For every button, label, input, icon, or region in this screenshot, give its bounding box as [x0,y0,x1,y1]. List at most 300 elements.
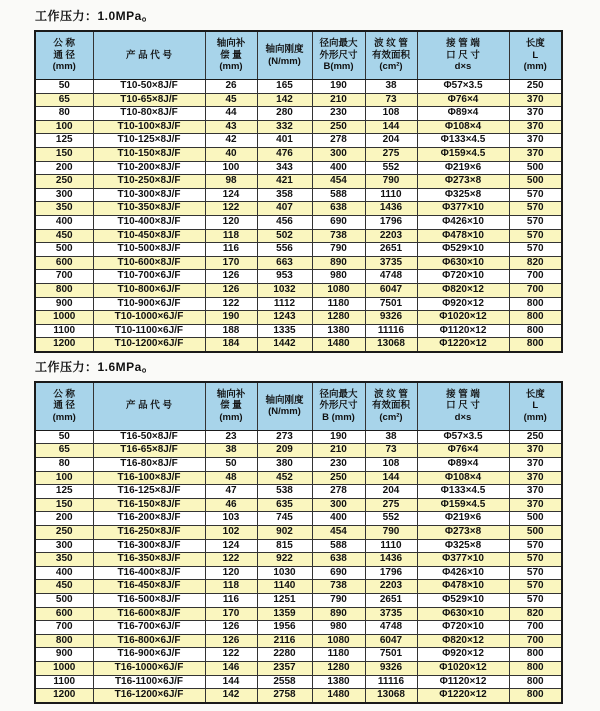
table-cell: 1442 [257,338,312,352]
table-cell: 800 [509,675,562,689]
table-cell: 102 [205,526,257,540]
table-row [35,134,562,148]
table-cell: 600 [35,256,93,270]
table-cell: 26 [205,80,257,94]
table-cell: T10-450×8J/F [93,229,205,243]
table-cell: 13068 [365,689,417,703]
table-cell: Φ720×10 [417,621,509,635]
table-cell: Φ1120×12 [417,675,509,689]
table-cell: 800 [35,283,93,297]
table-row [35,661,562,675]
table-cell: 890 [312,256,365,270]
table-cell: T10-400×8J/F [93,215,205,229]
table-cell: 230 [312,458,365,472]
table-cell: 230 [312,107,365,121]
table-row [35,553,562,567]
table-cell: 890 [312,607,365,621]
table-cell: T10-300×8J/F [93,188,205,202]
column-header: 轴向补 偿 量 (mm) [205,382,257,431]
table-cell: 500 [509,526,562,540]
table-cell: 125 [35,134,93,148]
table-cell: 6047 [365,634,417,648]
table-cell: 2758 [257,689,312,703]
table-cell: 2203 [365,229,417,243]
table-cell: 300 [35,188,93,202]
table-cell: 9326 [365,311,417,325]
table-cell: 400 [35,215,93,229]
table-cell: 280 [257,107,312,121]
table-cell: T16-600×8J/F [93,607,205,621]
table-cell: 122 [205,297,257,311]
header-row [35,31,562,80]
table-cell: 73 [365,93,417,107]
table-cell: 200 [35,161,93,175]
table-cell: Φ76×4 [417,93,509,107]
table-cell: 552 [365,512,417,526]
table-row [35,324,562,338]
table-cell: 120 [205,566,257,580]
table-cell: T10-1200×6J/F [93,338,205,352]
table-cell: 953 [257,270,312,284]
table-cell: 11116 [365,675,417,689]
table-cell: 350 [35,553,93,567]
page [34,7,600,704]
table-cell: 800 [509,311,562,325]
table-cell: 1030 [257,566,312,580]
table-cell: Φ1220×12 [417,338,509,352]
table-cell: Φ325×8 [417,188,509,202]
table-cell: 300 [35,539,93,553]
column-header: 长度 L (mm) [509,382,562,431]
table-cell: T10-800×6J/F [93,283,205,297]
table-cell: 500 [35,594,93,608]
table-cell: 690 [312,566,365,580]
table-cell: 2280 [257,648,312,662]
table-cell: 454 [312,175,365,189]
table-cell: 638 [312,553,365,567]
table-cell: 108 [365,458,417,472]
table-cell: 100 [35,471,93,485]
column-header: 波 纹 管 有效面积 (cm²) [365,382,417,431]
table-cell: Φ1220×12 [417,689,509,703]
table-cell: 1200 [35,689,93,703]
table-cell: 700 [509,634,562,648]
table-cell: 1000 [35,661,93,675]
spec-table-1.6mpa [34,381,563,704]
table-cell: 570 [509,215,562,229]
table-cell: Φ478×10 [417,580,509,594]
table-row [35,689,562,703]
table-cell: 1000 [35,311,93,325]
table-cell: 638 [312,202,365,216]
table-cell: 44 [205,107,257,121]
table-cell: Φ1120×12 [417,324,509,338]
table-cell: 454 [312,526,365,540]
table-cell: 570 [509,539,562,553]
table-cell: 126 [205,270,257,284]
table-row [35,512,562,526]
table-cell: 370 [509,498,562,512]
table-cell: 800 [509,648,562,662]
table-cell: 150 [35,498,93,512]
table-cell: 1100 [35,324,93,338]
table-cell: T16-1100×6J/F [93,675,205,689]
table-cell: 118 [205,580,257,594]
table-cell: 635 [257,498,312,512]
table-cell: 38 [365,430,417,444]
table-cell: 600 [35,607,93,621]
table-cell: T10-150×8J/F [93,147,205,161]
table-cell: 2651 [365,243,417,257]
table-cell: 122 [205,553,257,567]
table-cell: T16-150×8J/F [93,498,205,512]
table-cell: T10-250×8J/F [93,175,205,189]
table-cell: 210 [312,444,365,458]
table-cell: 800 [35,634,93,648]
table-cell: Φ57×3.5 [417,430,509,444]
table-cell: 450 [35,580,93,594]
table-cell: Φ133×4.5 [417,134,509,148]
table-cell: 663 [257,256,312,270]
table-cell: 400 [312,161,365,175]
table-cell: 700 [35,621,93,635]
table-cell: 204 [365,134,417,148]
table-row [35,147,562,161]
column-header: 径向最大 外形尺寸 B (mm) [312,382,365,431]
table-cell: Φ219×6 [417,512,509,526]
table-cell: 700 [35,270,93,284]
column-header: 公 称 通 径 (mm) [35,31,93,80]
table-cell: 122 [205,648,257,662]
table-cell: T10-500×8J/F [93,243,205,257]
column-header: 径向最大 外形尺寸 B(mm) [312,31,365,80]
table-cell: 278 [312,134,365,148]
table-cell: 7501 [365,297,417,311]
table-cell: 538 [257,485,312,499]
table-cell: 570 [509,594,562,608]
table-cell: T16-500×8J/F [93,594,205,608]
table-cell: Φ159×4.5 [417,147,509,161]
table-cell: 1280 [312,311,365,325]
table-cell: T16-300×8J/F [93,539,205,553]
table-row [35,256,562,270]
column-header: 产 品 代 号 [93,382,205,431]
table-cell: 570 [509,202,562,216]
table-cell: 570 [509,580,562,594]
table-cell: 126 [205,621,257,635]
table-cell: T10-200×8J/F [93,161,205,175]
spec-section-1.6mpa [34,358,600,704]
table-cell: 170 [205,256,257,270]
table-cell: 452 [257,471,312,485]
table-cell: 146 [205,661,257,675]
table-cell: 790 [365,175,417,189]
table-cell: T16-900×6J/F [93,648,205,662]
table-cell: 556 [257,243,312,257]
table-cell: 370 [509,134,562,148]
table-cell: 1243 [257,311,312,325]
table-cell: 108 [365,107,417,121]
table-cell: 190 [312,430,365,444]
table-cell: T10-350×8J/F [93,202,205,216]
table-cell: Φ630×10 [417,256,509,270]
table-cell: 1032 [257,283,312,297]
table-cell: T10-1000×6J/F [93,311,205,325]
table-cell: 690 [312,215,365,229]
table-cell: Φ159×4.5 [417,498,509,512]
table-cell: 7501 [365,648,417,662]
table-cell: 43 [205,120,257,134]
table-cell: 46 [205,498,257,512]
table-cell: 800 [509,661,562,675]
table-cell: 502 [257,229,312,243]
header-row [35,382,562,431]
table-row [35,458,562,472]
table-cell: 1200 [35,338,93,352]
table-cell: 144 [365,471,417,485]
table-row [35,471,562,485]
table-cell: 800 [509,324,562,338]
table-cell: 570 [509,188,562,202]
table-cell: 1080 [312,283,365,297]
table-cell: 250 [312,120,365,134]
table-cell: Φ89×4 [417,458,509,472]
table-cell: 370 [509,147,562,161]
table-cell: 2357 [257,661,312,675]
table-cell: 126 [205,283,257,297]
table-cell: Φ920×12 [417,297,509,311]
table-row [35,566,562,580]
table-row [35,498,562,512]
table-cell: 38 [205,444,257,458]
table-cell: 1359 [257,607,312,621]
table-cell: T10-125×8J/F [93,134,205,148]
table-cell: Φ630×10 [417,607,509,621]
table-cell: 1480 [312,338,365,352]
table-row [35,243,562,257]
table-cell: Φ76×4 [417,444,509,458]
table-row [35,202,562,216]
table-cell: 275 [365,147,417,161]
table-cell: 500 [35,243,93,257]
table-cell: 13068 [365,338,417,352]
table-cell: Φ89×4 [417,107,509,121]
table-cell: Φ57×3.5 [417,80,509,94]
table-cell: 370 [509,107,562,121]
table-cell: 170 [205,607,257,621]
table-cell: 100 [35,120,93,134]
table-cell: 40 [205,147,257,161]
table-row [35,675,562,689]
spec-section-1.0mpa [34,7,600,353]
table-cell: 122 [205,202,257,216]
table-cell: 50 [35,80,93,94]
table-row [35,338,562,352]
table-cell: Φ820×12 [417,283,509,297]
table-cell: 278 [312,485,365,499]
table-row [35,594,562,608]
table-cell: Φ325×8 [417,539,509,553]
table-cell: 250 [509,430,562,444]
table-cell: 1280 [312,661,365,675]
table-cell: 358 [257,188,312,202]
table-row [35,93,562,107]
table-cell: 4748 [365,621,417,635]
table-cell: 1080 [312,634,365,648]
table-row [35,539,562,553]
table-row [35,444,562,458]
table-cell: 820 [509,607,562,621]
table-cell: 98 [205,175,257,189]
table-cell: 552 [365,161,417,175]
table-cell: T16-200×8J/F [93,512,205,526]
table-row [35,580,562,594]
table-cell: T10-900×6J/F [93,297,205,311]
table-cell: 125 [35,485,93,499]
table-cell: 3735 [365,607,417,621]
table-cell: 124 [205,188,257,202]
column-header: 长度 L (mm) [509,31,562,80]
table-cell: 700 [509,621,562,635]
column-header: 轴向刚度 (N/mm) [257,31,312,80]
table-cell: Φ720×10 [417,270,509,284]
table-cell: 1112 [257,297,312,311]
table-cell: 120 [205,215,257,229]
table-cell: 2558 [257,675,312,689]
table-cell: 38 [365,80,417,94]
table-row [35,430,562,444]
column-header: 轴向刚度 (N/mm) [257,382,312,431]
table-cell: 1796 [365,215,417,229]
table-cell: 400 [35,566,93,580]
table-cell: 370 [509,120,562,134]
table-cell: T16-125×8J/F [93,485,205,499]
table-cell: 400 [312,512,365,526]
table-cell: 150 [35,147,93,161]
table-cell: T16-100×8J/F [93,471,205,485]
table-cell: 300 [312,147,365,161]
column-header: 接 管 端 口 尺 寸 d×s [417,31,509,80]
table-cell: 570 [509,229,562,243]
table-cell: 700 [509,270,562,284]
table-cell: 6047 [365,283,417,297]
table-cell: 790 [312,243,365,257]
table-cell: T16-80×8J/F [93,458,205,472]
table-cell: T10-1100×6J/F [93,324,205,338]
table-cell: Φ1020×12 [417,661,509,675]
table-row [35,297,562,311]
table-cell: 144 [205,675,257,689]
table-cell: T16-800×6J/F [93,634,205,648]
table-cell: 1480 [312,689,365,703]
table-cell: 421 [257,175,312,189]
table-cell: 980 [312,270,365,284]
table-row [35,175,562,189]
table-cell: 900 [35,648,93,662]
table-cell: 126 [205,634,257,648]
table-cell: Φ377×10 [417,202,509,216]
table-cell: 2203 [365,580,417,594]
table-cell: 200 [35,512,93,526]
table-cell: 48 [205,471,257,485]
table-cell: 116 [205,594,257,608]
table-cell: Φ377×10 [417,553,509,567]
table-cell: T16-65×8J/F [93,444,205,458]
table-cell: Φ426×10 [417,566,509,580]
table-cell: T16-700×6J/F [93,621,205,635]
table-cell: 190 [205,311,257,325]
table-cell: 570 [509,243,562,257]
table-cell: 370 [509,485,562,499]
table-cell: 900 [35,297,93,311]
table-cell: 1380 [312,324,365,338]
table-cell: 790 [312,594,365,608]
table-cell: 250 [35,526,93,540]
table-cell: 210 [312,93,365,107]
table-cell: T10-600×8J/F [93,256,205,270]
table-cell: Φ920×12 [417,648,509,662]
table-cell: Φ273×8 [417,526,509,540]
table-cell: 1180 [312,297,365,311]
table-cell: 700 [509,283,562,297]
column-header: 轴向补 偿 量 (mm) [205,31,257,80]
table-cell: 350 [35,202,93,216]
table-cell: 370 [509,444,562,458]
table-cell: Φ529×10 [417,243,509,257]
table-row [35,229,562,243]
table-row [35,607,562,621]
column-header: 产 品 代 号 [93,31,205,80]
table-cell: 124 [205,539,257,553]
table-cell: T10-80×8J/F [93,107,205,121]
table-cell: 1251 [257,594,312,608]
table-cell: 450 [35,229,93,243]
table-row [35,80,562,94]
table-cell: 401 [257,134,312,148]
table-row [35,526,562,540]
table-cell: 902 [257,526,312,540]
table-cell: 738 [312,580,365,594]
working-pressure-title-1.6mpa: 工作压力：1.6MPa。 [35,359,155,374]
table-cell: 142 [205,689,257,703]
table-cell: 1110 [365,539,417,553]
table-cell: 370 [509,93,562,107]
table-cell: 820 [509,256,562,270]
table-cell: 1180 [312,648,365,662]
table-cell: T16-1000×6J/F [93,661,205,675]
table-cell: 3735 [365,256,417,270]
table-cell: 300 [312,498,365,512]
table-cell: 11116 [365,324,417,338]
table-cell: 23 [205,430,257,444]
table-cell: 500 [509,175,562,189]
table-cell: 1796 [365,566,417,580]
table-cell: 103 [205,512,257,526]
table-cell: 50 [35,430,93,444]
table-cell: 800 [509,338,562,352]
column-header: 公 称 通 径 (mm) [35,382,93,431]
table-row [35,485,562,499]
table-cell: 50 [205,458,257,472]
table-cell: 588 [312,188,365,202]
table-cell: 2116 [257,634,312,648]
column-header: 波 纹 管 有效面积 (cm²) [365,31,417,80]
table-row [35,107,562,121]
table-cell: T16-50×8J/F [93,430,205,444]
spec-table-1.0mpa [34,30,563,353]
table-row [35,215,562,229]
table-cell: 80 [35,458,93,472]
